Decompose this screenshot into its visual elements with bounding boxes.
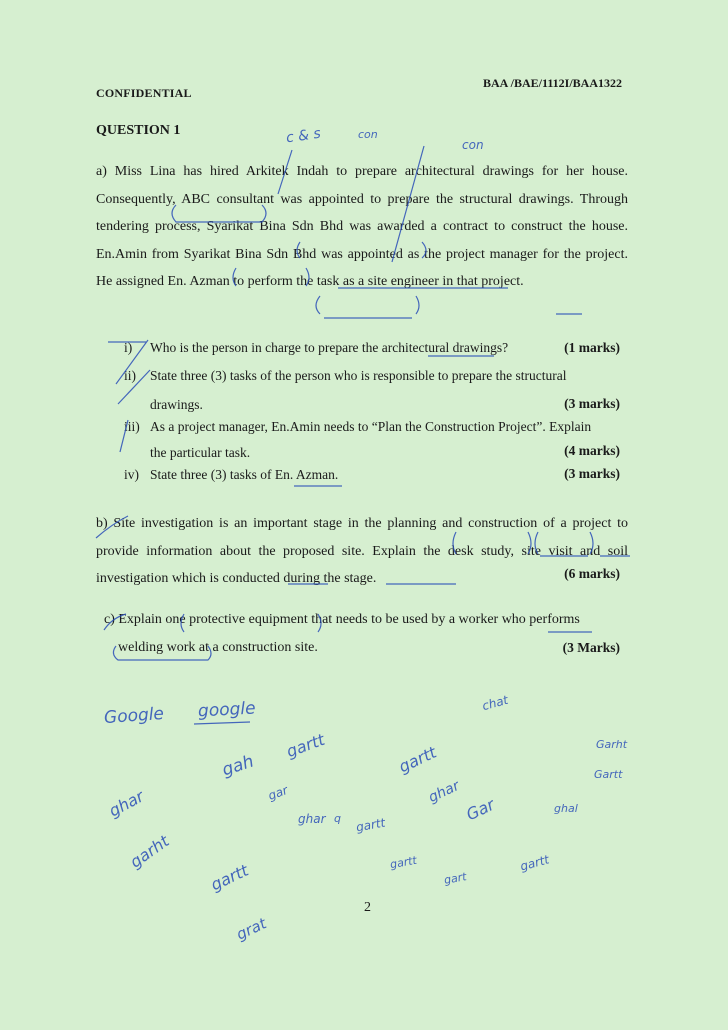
part-a-intro: a) Miss Lina has hired Arkitek Indah to prepare architectural drawings for her house. Consequently, ABC consultant was appointed to prepare the structural drawings. Through tendering process, Syarikat Bina Sdn Bhd was awarded a contract to construct the house. En.Amin from Syarikat Bina Sdn Bhd was appointed as the project manager for the project. He assigned En. Azman to perform the task as a site engineer in that project. [96,164,628,289]
item-iv-num: iv) [124,467,139,482]
part-c-marks: (3 Marks) [562,640,620,655]
pen-underline [108,314,582,342]
handwriting-scribble: gartt [355,815,387,835]
part-c-line2: welding work at a construction site. [118,640,318,655]
handwriting-note: con [462,138,484,152]
page-number: 2 [364,900,371,915]
pen-circle [316,296,419,314]
pen-underline [194,722,250,724]
handwriting-scribble: gartt [518,852,551,874]
header-course-code: BAA /BAE/1112I/BAA1322 [482,76,622,90]
part-b-marks: (6 marks) [564,566,620,581]
header-confidential: CONFIDENTIAL [96,86,192,100]
handwriting-scribble: q [334,812,341,825]
handwriting-scribble: google [197,698,257,722]
handwriting-scribble: gah [219,751,257,781]
handwriting-scribble: gartt [395,742,440,777]
handwriting-scribble: ghar [426,777,462,807]
handwriting-scribble: Garht [596,738,628,751]
handwriting-scribble: ghar [298,812,326,826]
handwriting-scribble: ghar [105,786,148,821]
handwriting-scribble: ghal [554,802,578,815]
item-ii-num: ii) [124,368,136,383]
item-iii-marks: (4 marks) [564,443,620,458]
item-i-num: i) [124,340,133,355]
item-ii-text: State three (3) tasks of the person who is responsible to prepare the structural [150,368,567,383]
item-iii-text2: the particular task. [150,445,251,460]
part-c-line1: c) Explain one protective equipment that needs to be used by a worker who performs [104,612,580,627]
handwriting-scribble: garht [126,831,173,872]
part-b-text: b) Site investigation is an important stage in the planning and construction of a project to provide information about the proposed site. Explain the desk study, site visit and soil investigation which is conducted during the stage. [96,516,628,586]
item-iv-marks: (3 marks) [564,466,620,481]
item-ii-text2: drawings. [150,397,203,412]
handwriting-scribble: grat [233,914,270,944]
handwriting-scribble: gart [443,870,468,887]
handwriting-scribble: Google [103,703,165,729]
item-iii-num: iii) [124,419,140,434]
handwriting-scribble: gartt [389,853,418,872]
item-ii-marks: (3 marks) [564,396,620,411]
handwriting-scribble: gar [266,783,290,803]
question-title: QUESTION 1 [96,123,181,138]
handwriting-note: c & s [285,125,322,147]
handwriting-scribble: gartt [207,860,252,895]
item-i-text: Who is the person in charge to prepare the architectural drawings? [150,340,509,355]
handwriting-note: con [358,128,378,141]
item-iv-text: State three (3) tasks of En. Azman. [150,467,339,482]
item-i-marks: (1 marks) [564,340,620,355]
handwriting-scribble: gartt [283,729,328,762]
handwriting-scribble: Gartt [594,768,623,781]
handwriting-scribble: chat [480,692,510,714]
handwriting-scribble: Gar [463,794,498,825]
item-iii-text: As a project manager, En.Amin needs to “Plan the Construction Project”. Explain [150,419,592,434]
